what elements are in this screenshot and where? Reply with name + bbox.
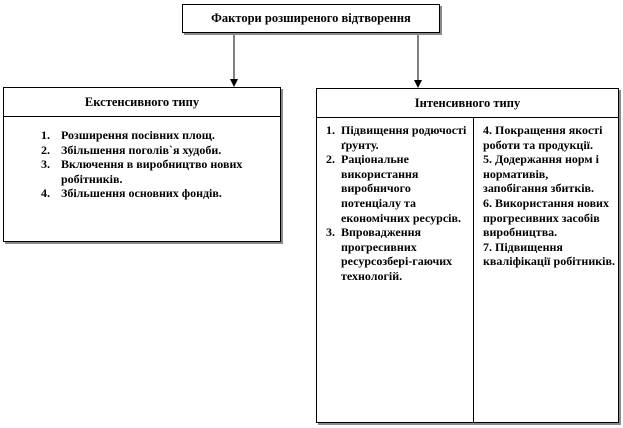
list-item: 4. Покращення якості роботи та продукції.	[483, 123, 603, 152]
list-item: 2. Раціональне використання виробничого потенціалу та економічних ресурсів.	[326, 152, 461, 225]
extensive-list	[4, 128, 280, 201]
list-item: 4. Збільшення основних фондів.	[41, 186, 222, 201]
list-item: 1. Підвищення родючості ґрунту.	[326, 123, 467, 152]
list-item: 6. Використання нових прогресивних засобів виробництва.	[483, 195, 609, 240]
root-factors-box	[182, 4, 440, 33]
list-item: 1. Розширення посівних площ.	[41, 128, 215, 142]
intensive-columns	[317, 117, 618, 422]
list-item: 7. Підвищення кваліфікації робітників.	[483, 239, 615, 269]
intensive-type-box	[316, 88, 619, 423]
list-item: 5. Додержання норм і нормативів, запобігання збитків.	[483, 152, 599, 196]
extensive-header: Екстенсивного типу	[4, 88, 280, 117]
intensive-left-list	[326, 123, 471, 284]
column-divider	[473, 117, 474, 422]
list-item: 2. Збільшення поголів`я худоби.	[41, 142, 222, 157]
list-item: 3. Впровадження прогресивних ресурсозбері-гаючих технологій.	[326, 225, 453, 283]
list-item: 3. Включення в виробництво нових робітників.	[41, 157, 243, 186]
intensive-right-list	[483, 123, 615, 269]
extensive-type-box	[3, 87, 281, 242]
root-title: Фактори розширеного відтворення	[211, 11, 411, 25]
intensive-header: Інтенсивного типу	[317, 89, 618, 118]
